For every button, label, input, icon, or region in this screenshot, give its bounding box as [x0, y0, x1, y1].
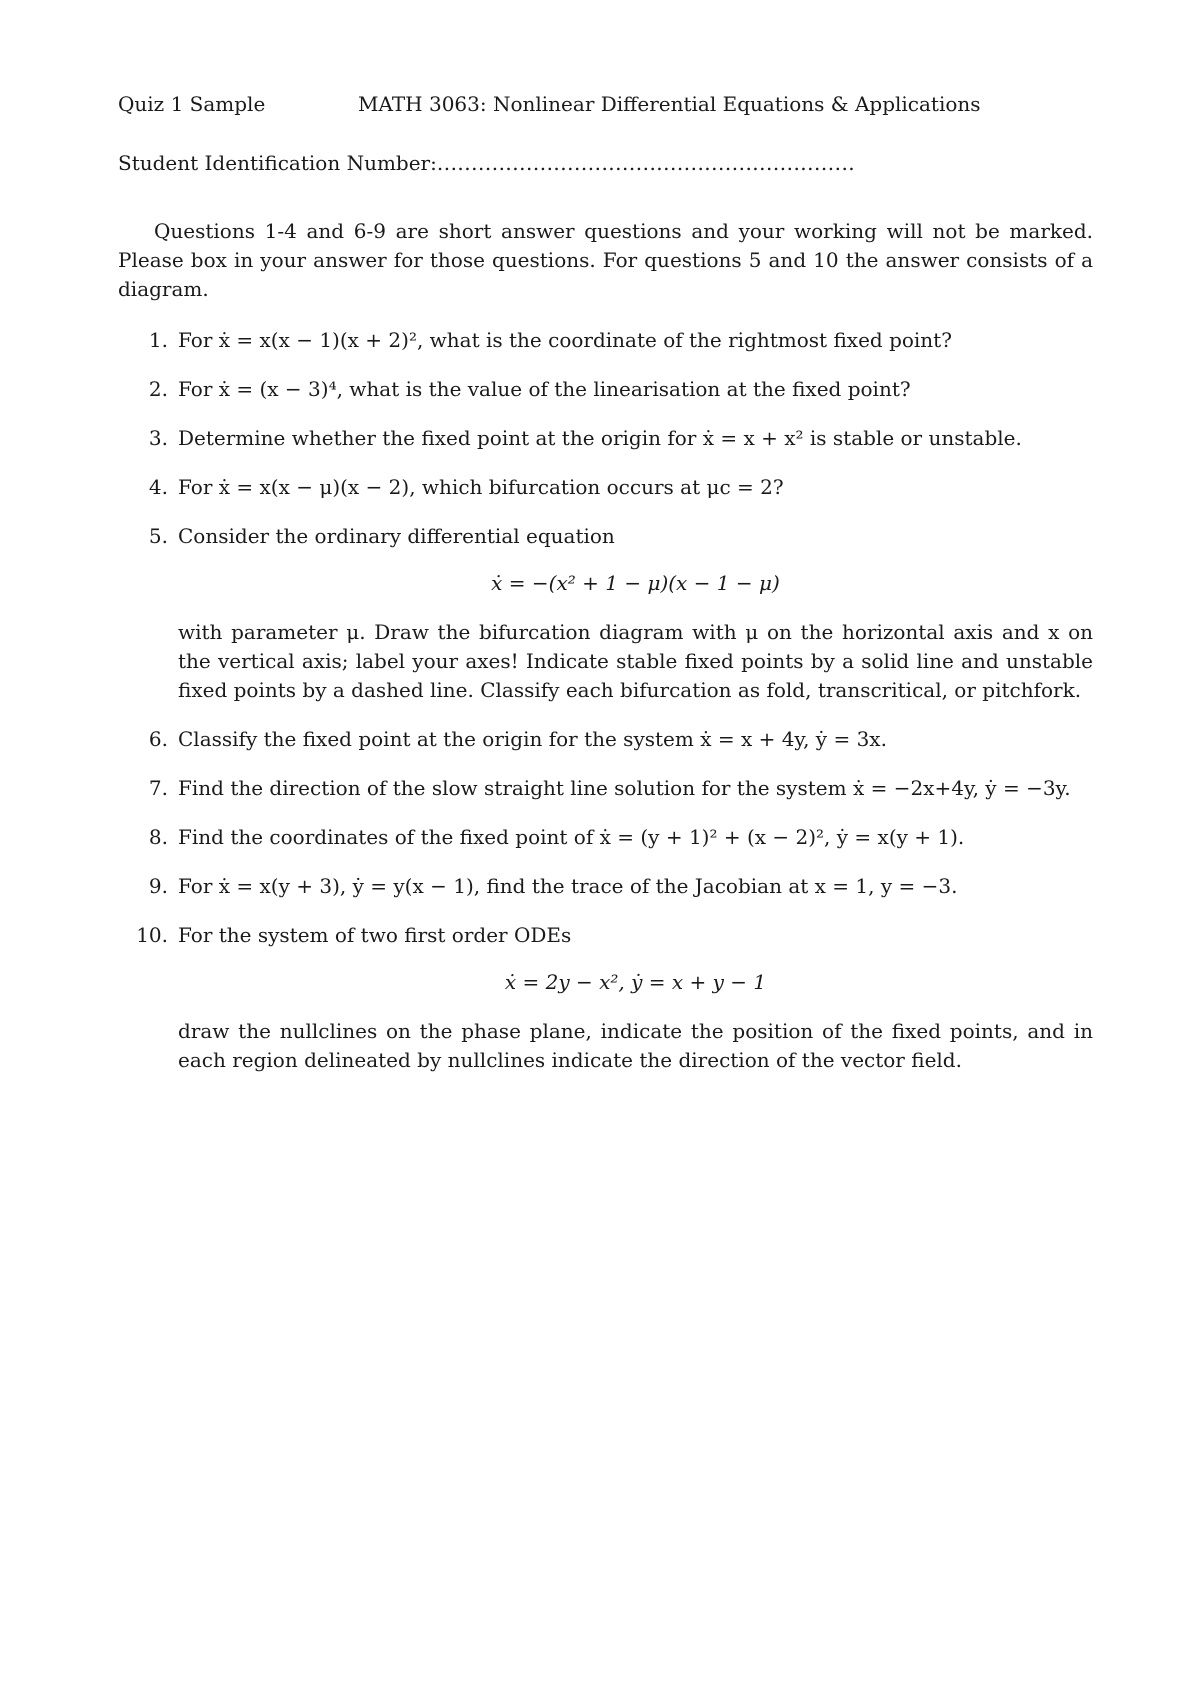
- question-number: 7.: [148, 776, 168, 800]
- question-lead: For the system of two first order ODEs: [178, 923, 572, 947]
- student-id-fill-line: .............................................................: [436, 151, 856, 175]
- question-text: For ẋ = x(x − μ)(x − 2), which bifurcation occurs at μc = 2?: [178, 475, 784, 499]
- question-number: 3.: [148, 426, 168, 450]
- question-number: 9.: [148, 874, 168, 898]
- question-text: Find the direction of the slow straight line solution for the system ẋ = −2x+4y, ẏ = −3y.: [178, 776, 1071, 800]
- question-text: Find the coordinates of the fixed point of ẋ = (y + 1)² + (x − 2)², ẏ = x(y + 1).: [178, 825, 965, 849]
- question-text: Determine whether the fixed point at the origin for ẋ = x + x² is stable or unstable.: [178, 426, 1022, 450]
- display-equation: ẋ = 2y − x², ẏ = x + y − 1: [504, 970, 767, 994]
- question-list: [118, 326, 1093, 1075]
- question-number: 6.: [148, 727, 168, 751]
- question-2: [118, 375, 1093, 404]
- page-header: [118, 90, 1093, 119]
- question-7: [118, 774, 1093, 803]
- question-4: [118, 473, 1093, 502]
- course-title: MATH 3063: Nonlinear Differential Equations & Applications: [358, 92, 981, 116]
- question-instructions: with parameter μ. Draw the bifurcation diagram with μ on the horizontal axis and x on the vertical axis; label your axes! Indicate stable fixed points by a solid line and unstable fixed points by a dashed line. Classify each bifurcation as fold, transcritical, or pitchfork.: [178, 620, 1093, 702]
- question-number: 4.: [148, 475, 168, 499]
- student-id-line: [118, 149, 1093, 178]
- quiz-page: [118, 90, 1093, 1095]
- display-equation: ẋ = −(x² + 1 − μ)(x − 1 − μ): [491, 571, 780, 595]
- question-6: [118, 725, 1093, 754]
- question-text: For ẋ = (x − 3)⁴, what is the value of the linearisation at the fixed point?: [178, 377, 911, 401]
- question-8: [118, 823, 1093, 852]
- question-text: Classify the fixed point at the origin for the system ẋ = x + 4y, ẏ = 3x.: [178, 727, 887, 751]
- question-instructions: draw the nullclines on the phase plane, indicate the position of the fixed points, and in each region delineated by nullclines indicate the direction of the vector field.: [178, 1019, 1093, 1072]
- student-id-label: Student Identification Number:: [118, 151, 437, 175]
- question-number: 10.: [136, 923, 168, 947]
- question-body: [178, 522, 1093, 705]
- quiz-title: Quiz 1 Sample: [118, 92, 266, 116]
- question-10: [118, 921, 1093, 1075]
- question-number: 1.: [148, 328, 168, 352]
- question-number: 5.: [148, 524, 168, 548]
- question-body: [178, 921, 1093, 1075]
- question-lead: Consider the ordinary differential equation: [178, 524, 615, 548]
- question-text: For ẋ = x(y + 3), ẏ = y(x − 1), find the trace of the Jacobian at x = 1, y = −3.: [178, 874, 958, 898]
- question-number: 8.: [148, 825, 168, 849]
- question-number: 2.: [148, 377, 168, 401]
- instructions: Questions 1-4 and 6-9 are short answer questions and your working will not be marked. Please box in your answer for those questions. For questions 5 and 10 the answer consists of a diagram.: [118, 219, 1093, 301]
- question-9: [118, 872, 1093, 901]
- question-1: [118, 326, 1093, 355]
- question-text: For ẋ = x(x − 1)(x + 2)², what is the coordinate of the rightmost fixed point?: [178, 328, 952, 352]
- question-3: [118, 424, 1093, 453]
- question-5: [118, 522, 1093, 705]
